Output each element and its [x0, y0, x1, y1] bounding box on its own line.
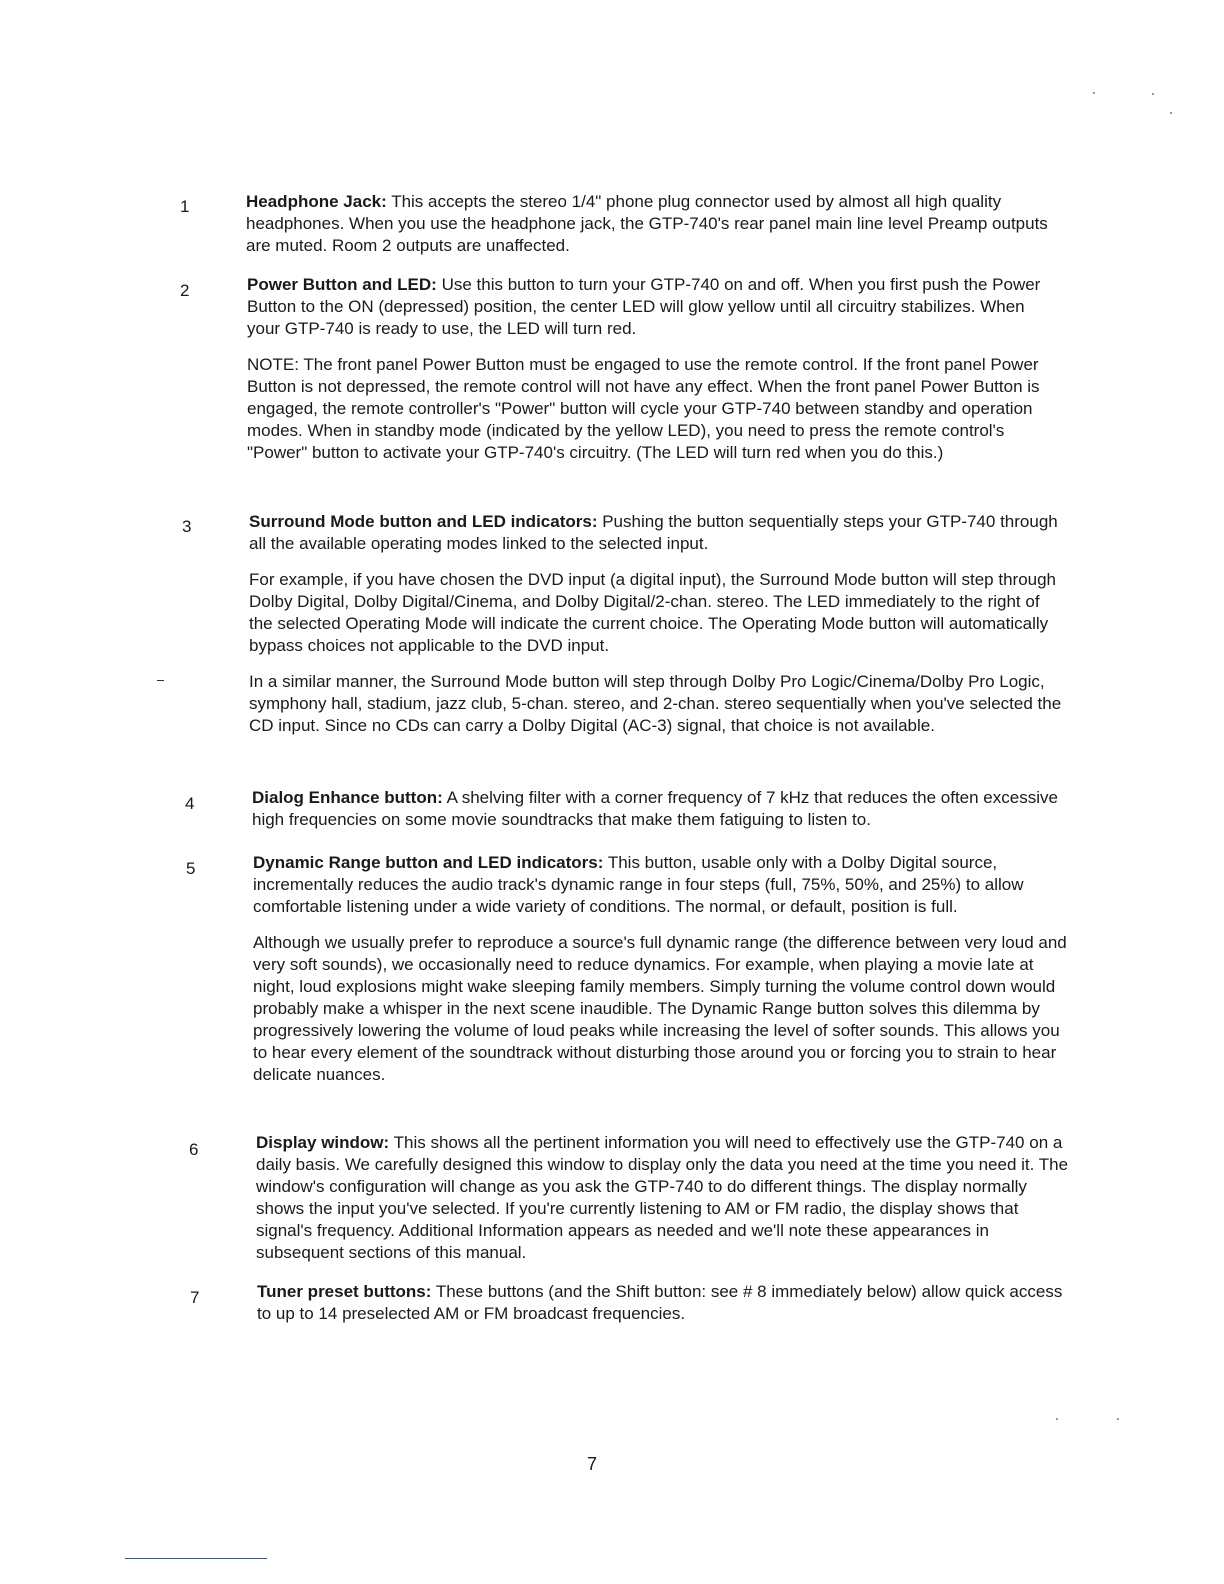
item-description [247, 274, 1062, 478]
item-number: 2 [180, 281, 190, 300]
item-term: Headphone Jack: [246, 192, 387, 211]
item-paragraph [256, 1132, 1071, 1264]
item-paragraph-text: This button, usable only with a Dolby Digital source, incrementally reduces the audio track's dynamic range in four steps (full, 75%, 50%, and 25%) to allow comfortable listening under a wide variety of conditions. The normal, or default, position is full. [253, 853, 1024, 916]
scan-speck [1056, 1418, 1058, 1420]
item-description [246, 191, 1061, 271]
item-paragraph-text: Pushing the button sequentially steps your GTP-740 through all the available operating modes linked to the selected input. [249, 512, 1058, 553]
item-term: Dialog Enhance button: [252, 788, 443, 807]
item-term: Power Button and LED: [247, 275, 437, 294]
item-paragraph: For example, if you have chosen the DVD input (a digital input), the Surround Mode button will step through Dolby Digital, Dolby Digital/Cinema, and Dolby Digital/2-chan. stereo. The LED immediately to the right of the selected Operating Mode will indicate the current choice. The Operating Mode button will automatically bypass choices not applicable to the DVD input. [249, 570, 1057, 655]
item-paragraph-text: This shows all the pertinent information you will need to effectively use the GTP-740 on a daily basis. We carefully designed this window to display only the data you need at the time you need it. The window's configuration will change as you ask the GTP-740 to do different things. The display normally shows the input you've selected. If you're currently listening to AM or FM radio, the display shows that signal's frequency. Additional Information appears as needed and we'll note these appearances in subsequent sections of this manual. [256, 1133, 1069, 1262]
item-paragraph [247, 274, 1062, 340]
item-paragraph [257, 1281, 1072, 1325]
scan-speck [1152, 93, 1154, 95]
item-number: 5 [186, 859, 196, 878]
item-description [249, 511, 1064, 751]
item-number: 1 [180, 197, 190, 216]
item-term: Tuner preset buttons: [257, 1282, 432, 1301]
item-number: 7 [190, 1288, 200, 1307]
item-description [257, 1281, 1072, 1339]
item-paragraph [246, 191, 1061, 257]
item-term: Dynamic Range button and LED indicators: [253, 853, 604, 872]
item-paragraph-text: A shelving filter with a corner frequency of 7 kHz that reduces the often excessive high frequencies on some movie soundtracks that make them fatiguing to listen to. [252, 788, 1058, 829]
item-description [253, 852, 1068, 1100]
item-number: 3 [182, 517, 192, 536]
scan-mark [157, 680, 164, 681]
item-term: Surround Mode button and LED indicators: [249, 512, 598, 531]
item-note: NOTE: The front panel Power Button must be engaged to use the remote control. If the front panel Power Button is not depressed, the remote control will not have any effect. When the front panel Power Button is engaged, the remote controller's "Power" button will cycle your GTP-740 between standby and operation modes. When in standby mode (indicated by the yellow LED), you need to press the remote control's "Power" button to activate your GTP-740's circuitry. (The LED will turn red when you do this.) [247, 355, 1040, 462]
item-paragraph [252, 787, 1067, 831]
scan-speck [1093, 92, 1095, 94]
footer-rule [125, 1558, 267, 1559]
item-paragraph: In a similar manner, the Surround Mode button will step through Dolby Pro Logic/Cinema/Dolby Pro Logic, symphony hall, stadium, jazz club, 5-chan. stereo, and 2-chan. stereo sequentially when you've selected the CD input. Since no CDs can carry a Dolby Digital (AC-3) signal, that choice is not available. [249, 672, 1062, 735]
page-number: 7 [587, 1454, 598, 1474]
item-paragraph: Although we usually prefer to reproduce a source's full dynamic range (the difference between very loud and very soft sounds), we occasionally need to reduce dynamics. For example, when playing a movie late at night, loud explosions might wake sleeping family members. Simply turning the volume control down would probably make a whisper in the next scene inaudible. The Dynamic Range button solves this dilemma by progressively lowering the volume of loud peaks while increasing the level of softer sounds. This allows you to hear every element of the soundtrack without disturbing those around you or forcing you to strain to hear delicate nuances. [253, 933, 1067, 1084]
item-number: 4 [185, 794, 195, 813]
item-paragraph-text: This accepts the stereo 1/4" phone plug connector used by almost all high quality headphones. When you use the headphone jack, the GTP-740's rear panel main line level Preamp outputs are muted. Room 2 outputs are unaffected. [246, 192, 1048, 255]
item-description [256, 1132, 1071, 1278]
scan-speck [1170, 112, 1172, 114]
scan-speck [1117, 1418, 1119, 1420]
item-number: 6 [189, 1140, 199, 1159]
item-paragraph [249, 511, 1064, 555]
item-paragraph [253, 852, 1068, 918]
item-description [252, 787, 1067, 845]
item-term: Display window: [256, 1133, 390, 1152]
item-paragraph-text: These buttons (and the Shift button: see # 8 immediately below) allow quick access to up to 14 preselected AM or FM broadcast frequencies. [257, 1282, 1063, 1323]
item-paragraph-text: Use this button to turn your GTP-740 on and off. When you first push the Power Button to the ON (depressed) position, the center LED will glow yellow until all circuitry stabilizes. When your GTP-740 is ready to use, the LED will turn red. [247, 275, 1041, 338]
